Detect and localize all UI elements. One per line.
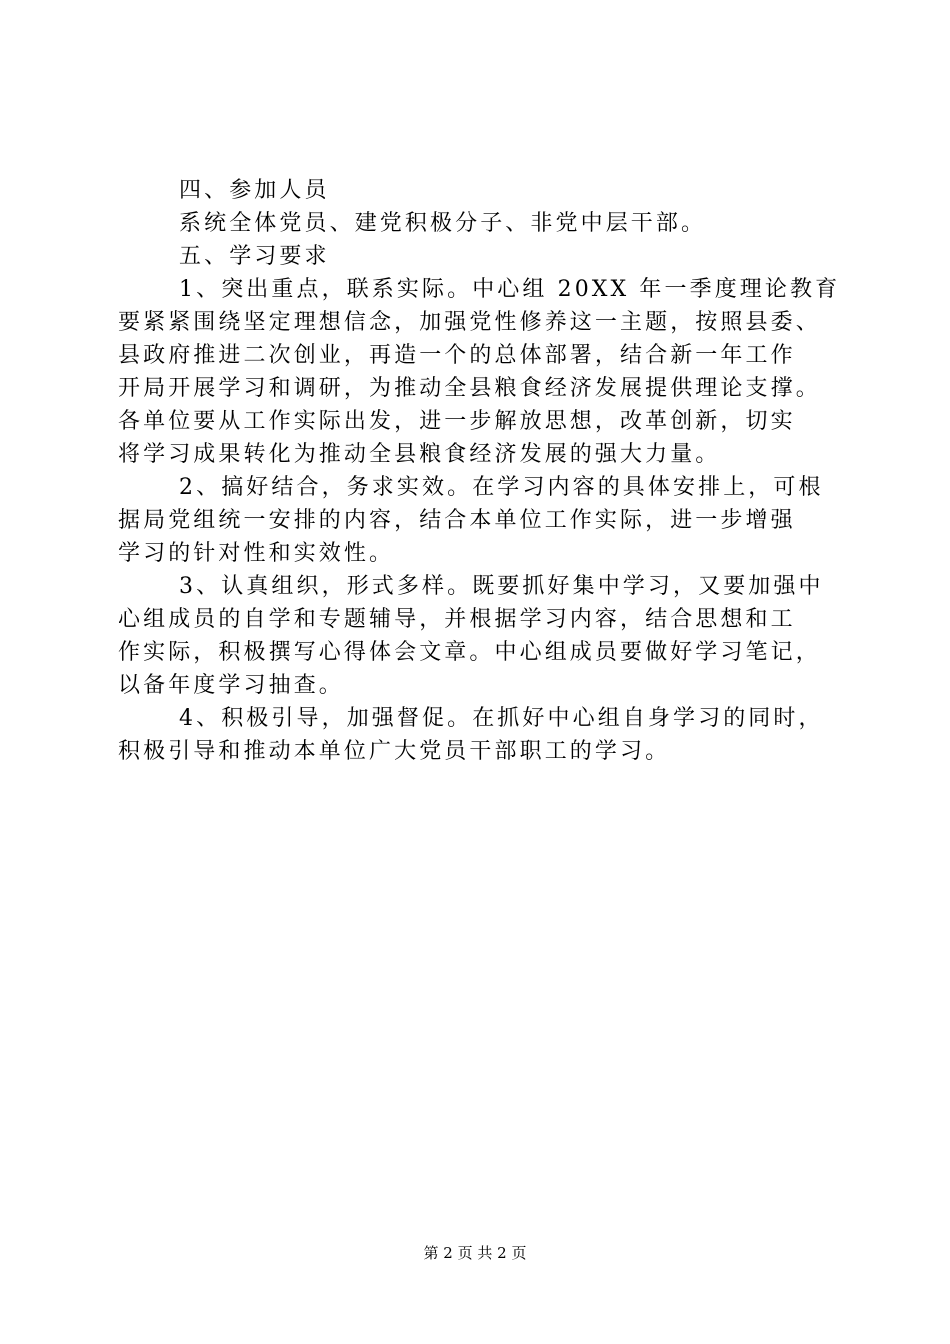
requirement-1-line-2: 要紧紧围绕坚定理想信念，加强党性修养这一主题，按照县委、 <box>118 310 821 335</box>
requirement-3-line-4: 以备年度学习抽查。 <box>118 673 344 698</box>
requirement-1-line-1: 1、突出重点，联系实际。中心组 20XX 年一季度理论教育 <box>179 277 841 302</box>
requirement-1-line-3: 县政府推进二次创业，再造一个的总体部署，结合新一年工作 <box>118 343 796 368</box>
requirement-3-line-3: 作实际，积极撰写心得体会文章。中心组成员要做好学习笔记， <box>118 640 821 665</box>
section-heading-participants: 四、参加人员 <box>179 178 330 203</box>
requirement-1-line-4: 开局开展学习和调研，为推动全县粮食经济发展提供理论支撑。 <box>118 376 821 401</box>
requirement-3-line-2: 心组成员的自学和专题辅导，并根据学习内容，结合思想和工 <box>118 607 796 632</box>
requirement-1-line-6: 将学习成果转化为推动全县粮食经济发展的强大力量。 <box>118 442 721 467</box>
requirement-2-line-3: 学习的针对性和实效性。 <box>118 541 395 566</box>
requirement-3-line-1: 3、认真组织，形式多样。既要抓好集中学习，又要加强中 <box>179 574 824 599</box>
requirement-2-line-2: 据局党组统一安排的内容，结合本单位工作实际，进一步增强 <box>118 508 796 533</box>
page-number-footer: 第 2 页 共 2 页 <box>423 1244 527 1262</box>
requirement-4-line-2: 积极引导和推动本单位广大党员干部职工的学习。 <box>118 739 671 764</box>
requirement-1-line-5: 各单位要从工作实际出发，进一步解放思想，改革创新，切实 <box>118 409 796 434</box>
requirement-2-line-1: 2、搞好结合，务求实效。在学习内容的具体安排上，可根 <box>179 475 824 500</box>
requirement-4-line-1: 4、积极引导，加强督促。在抓好中心组自身学习的同时， <box>179 706 824 731</box>
section-heading-requirements: 五、学习要求 <box>179 244 330 269</box>
document-body <box>118 174 841 768</box>
participants-text: 系统全体党员、建党积极分子、非党中层干部。 <box>179 211 707 236</box>
